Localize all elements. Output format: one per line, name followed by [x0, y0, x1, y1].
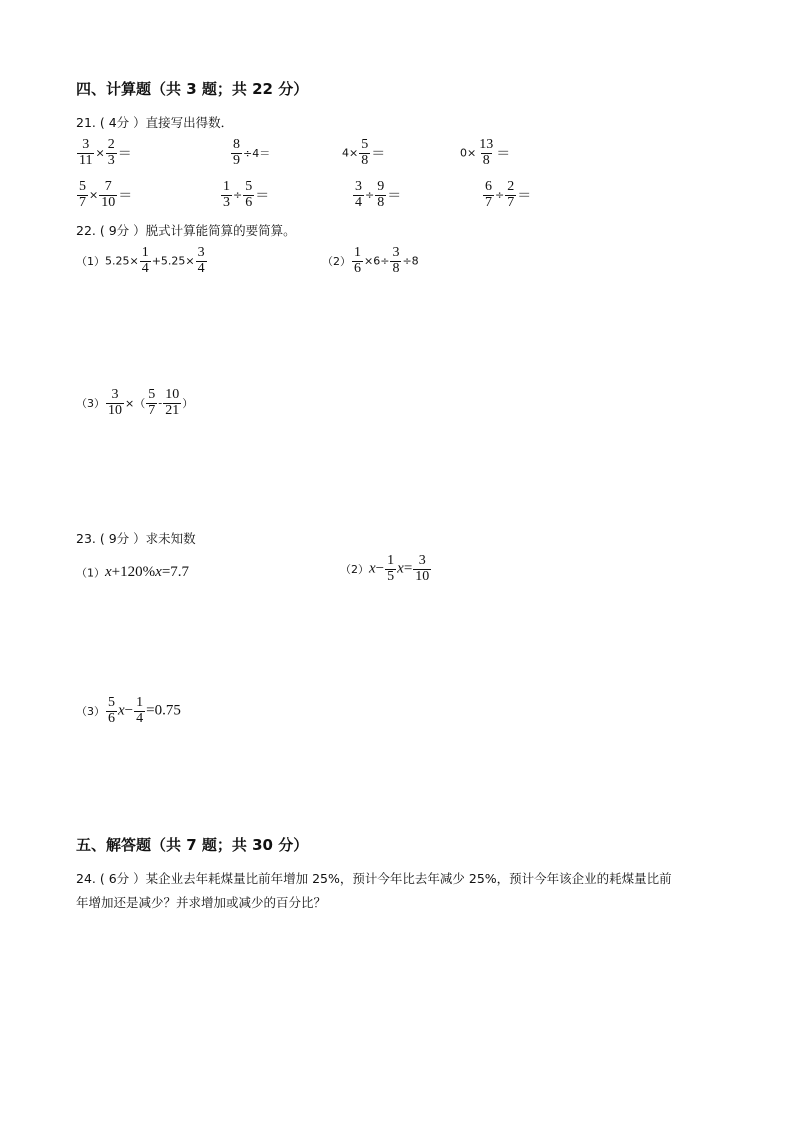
q21-item-2: $\frac{8}{9}$ ÷4＝	[233, 137, 271, 168]
q23-part-1: （1）x+120%x=7.7	[76, 564, 190, 580]
q22-part-2: （2） $\frac{1}{6}$ ×6÷ $\frac{3}{8}$ ÷8	[322, 245, 419, 276]
fraction: $\frac{3}{4}$	[355, 179, 362, 210]
question-22-header: 22. ( 9分 ）脱式计算能简算的要简算。	[76, 223, 296, 238]
fraction: $\frac{5}{7}$	[148, 387, 156, 418]
fraction: $\frac{3}{8}$	[392, 245, 400, 276]
fraction: $\frac{3}{11}$	[79, 137, 93, 168]
fraction: $\frac{5}{8}$	[361, 137, 369, 168]
fraction: $\frac{2}{7}$	[507, 179, 515, 210]
q21-item-7: $\frac{3}{4}$ ÷ $\frac{9}{8}$ ＝	[355, 179, 402, 210]
q21-item-4: 0× $\frac{13}{8}$ ＝	[460, 137, 511, 168]
q22-part-1: （1）5.25× $\frac{1}{4}$ +5.25× $\frac{3}{4}$	[76, 245, 205, 276]
fraction: $\frac{3}{4}$	[197, 245, 205, 276]
question-24-line-1: 24. ( 6分 ）某企业去年耗煤量比前年增加 25%，预计今年比去年减少 25%，预计今年该企业的耗煤量比前	[76, 871, 672, 886]
fraction: $\frac{6}{7}$	[485, 179, 492, 210]
fraction: $\frac{13}{8}$	[479, 137, 494, 168]
fraction: $\frac{1}{3}$	[223, 179, 230, 210]
fraction: $\frac{7}{10}$	[101, 179, 116, 210]
q21-item-3: 4× $\frac{5}{8}$ ＝	[342, 137, 386, 168]
section-title-4: 四、计算题（共 3 题；共 22 分）	[76, 80, 309, 98]
q21-item-8: $\frac{6}{7}$ ÷ $\frac{2}{7}$ ＝	[485, 179, 532, 210]
fraction: $\frac{9}{8}$	[377, 179, 385, 210]
question-21-header: 21. ( 4分 ）直接写出得数．	[76, 115, 234, 130]
section-title-5: 五、解答题（共 7 题；共 30 分）	[76, 836, 309, 854]
q23-part-3: （3） $\frac{5}{6}$ x− $\frac{1}{4}$ =0.75	[76, 695, 181, 726]
question-24-line-2: 年增加还是减少？并求增加或减少的百分比？	[76, 895, 327, 910]
fraction: $\frac{1}{5}$	[387, 553, 395, 584]
q21-item-6: $\frac{1}{3}$ ÷ $\frac{5}{6}$ ＝	[223, 179, 270, 210]
fraction: $\frac{8}{9}$	[233, 137, 240, 168]
q23-part-2: （2）x− $\frac{1}{5}$ x= $\frac{3}{10}$	[340, 553, 430, 584]
fraction: $\frac{1}{4}$	[141, 245, 149, 276]
fraction: $\frac{3}{10}$	[415, 553, 430, 584]
fraction: $\frac{1}{4}$	[136, 695, 144, 726]
fraction: $\frac{5}{6}$	[108, 695, 115, 726]
fraction: $\frac{1}{6}$	[354, 245, 361, 276]
fraction: $\frac{10}{21}$	[165, 387, 180, 418]
question-23-header: 23. ( 9分 ）求未知数	[76, 531, 196, 546]
fraction: $\frac{5}{6}$	[245, 179, 253, 210]
fraction: $\frac{3}{10}$	[108, 387, 122, 418]
q21-item-1: $\frac{3}{11}$ × $\frac{2}{3}$ ＝	[79, 137, 132, 168]
q21-item-5: $\frac{5}{7}$ × $\frac{7}{10}$ ＝	[79, 179, 133, 210]
fraction: $\frac{2}{3}$	[107, 137, 115, 168]
fraction: $\frac{5}{7}$	[79, 179, 86, 210]
q22-part-3: （3） $\frac{3}{10}$ ×（ $\frac{5}{7}$ - $\frac{10}{21}$ ）	[76, 387, 194, 418]
